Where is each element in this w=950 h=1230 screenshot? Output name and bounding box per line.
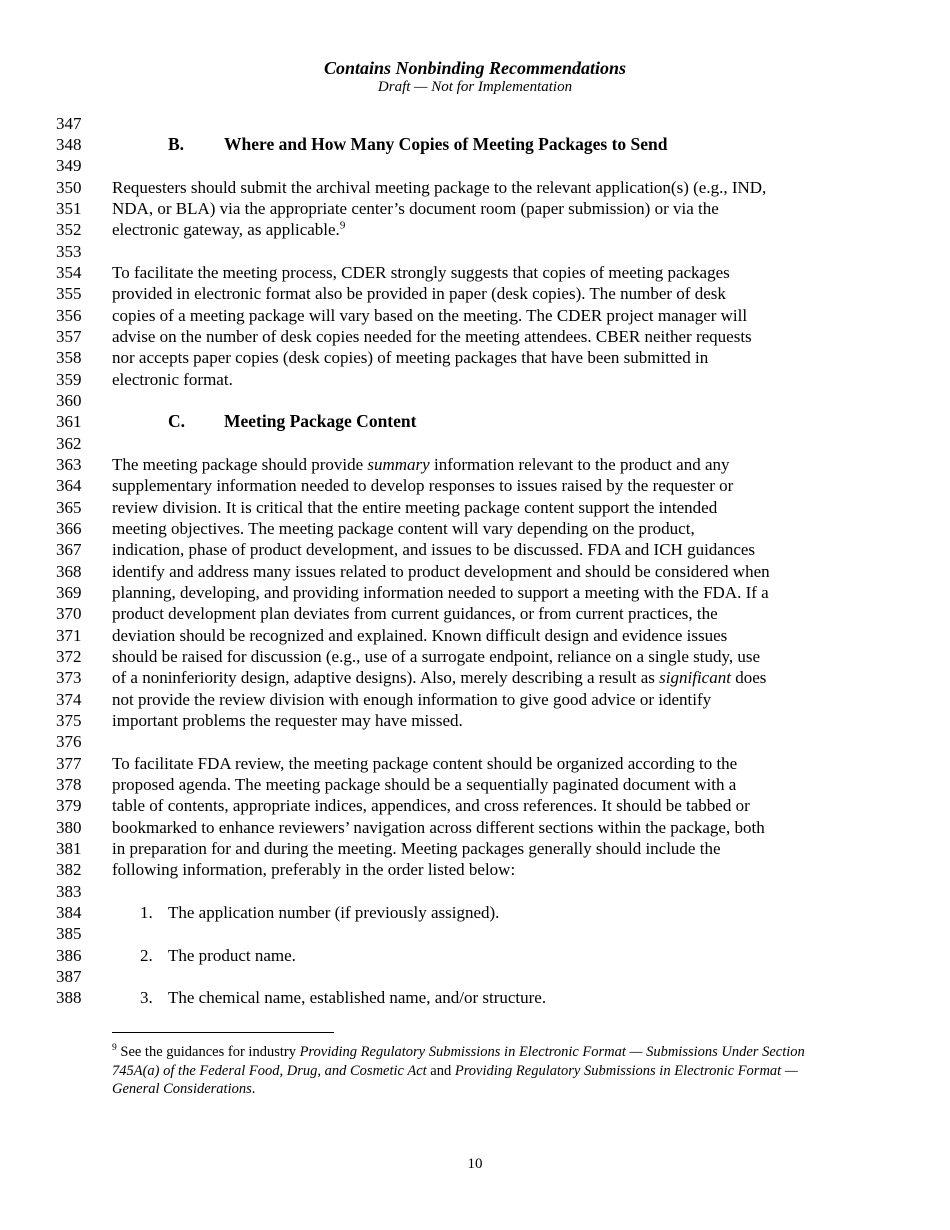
- para4-line: in preparation for and during the meeting. Meeting packages generally should include the: [112, 839, 721, 858]
- footnote-text: See the guidances for industry: [116, 1044, 300, 1060]
- list-item: The application number (if previously assigned).: [168, 903, 500, 922]
- footnote-ref[interactable]: 9: [339, 219, 346, 232]
- list-item-number: 2.: [140, 946, 153, 965]
- para3-text: information relevant to the product and any: [429, 455, 730, 474]
- line-number: 380: [56, 818, 82, 837]
- para3-emphasis: summary: [367, 455, 430, 474]
- line-number: 363: [56, 455, 82, 474]
- para1-line-text: electronic gateway, as applicable.: [112, 220, 340, 239]
- footnote: [112, 1043, 842, 1099]
- line-number: 374: [56, 690, 82, 709]
- line-number: 357: [56, 327, 82, 346]
- para1-line: NDA, or BLA) via the appropriate center’s document room (paper submission) or via the: [112, 199, 719, 218]
- line-number: 373: [56, 668, 82, 687]
- line-number: 361: [56, 412, 82, 431]
- footnote-separator: [112, 1032, 334, 1033]
- line-number: 377: [56, 754, 82, 773]
- line-number: 364: [56, 476, 82, 495]
- para3-line: product development plan deviates from current guidances, or from current practices, the: [112, 604, 718, 623]
- page-number: 10: [467, 1156, 483, 1172]
- line-number: 383: [56, 882, 82, 901]
- line-number: 347: [56, 114, 82, 133]
- para2-line: nor accepts paper copies (desk copies) of meeting packages that have been submitted in: [112, 348, 709, 367]
- list-item: The chemical name, established name, and/or structure.: [168, 988, 547, 1007]
- para4-line: proposed agenda. The meeting package should be a sequentially paginated document with a: [112, 775, 737, 794]
- footnote-guidance-title: Providing Regulatory Submissions in Electronic Format — Submissions Under Section 745A(a) of the Federal Food, Drug, and Cosmetic Act: [112, 1044, 805, 1079]
- para3-line: identify and address many issues related to product development and should be considered when: [112, 562, 770, 581]
- line-number: 385: [56, 924, 82, 943]
- line-number: 350: [56, 178, 82, 197]
- line-number: 367: [56, 540, 82, 559]
- para3-line: should be raised for discussion (e.g., use of a surrogate endpoint, reliance on a single study, use: [112, 647, 761, 666]
- section-b-letter: B.: [168, 134, 185, 154]
- line-number: 352: [56, 220, 82, 239]
- section-c-title: Meeting Package Content: [224, 411, 417, 431]
- para3-line: not provide the review division with enough information to give good advice or identify: [112, 690, 712, 709]
- para3-line: important problems the requester may have missed.: [112, 711, 463, 730]
- line-number: 381: [56, 839, 82, 858]
- line-number: 375: [56, 711, 82, 730]
- para3-emphasis: significant: [659, 668, 731, 687]
- line-number: 386: [56, 946, 82, 965]
- para2-line: provided in electronic format also be provided in paper (desk copies). The number of desk: [112, 284, 726, 303]
- line-number: 365: [56, 498, 82, 517]
- para4-line: following information, preferably in the order listed below:: [112, 860, 516, 879]
- line-number: 358: [56, 348, 82, 367]
- line-number: 382: [56, 860, 82, 879]
- footnote-guidance-title: Providing Regulatory Submissions in Electronic Format — General Considerations: [112, 1062, 798, 1097]
- list-item-number: 1.: [140, 903, 153, 922]
- header-title: Contains Nonbinding Recommendations: [323, 58, 627, 78]
- para4-line: bookmarked to enhance reviewers’ navigation across different sections within the package, both: [112, 818, 765, 837]
- para3-text: of a noninferiority design, adaptive designs). Also, merely describing a result as: [112, 668, 660, 687]
- line-number: 370: [56, 604, 82, 623]
- list-item-number: 3.: [140, 988, 153, 1007]
- line-number: 388: [56, 988, 82, 1007]
- line-number: 369: [56, 583, 82, 602]
- footnote-text: and: [426, 1062, 455, 1079]
- line-number: 379: [56, 796, 82, 815]
- header-subtitle: Draft — Not for Implementation: [377, 79, 573, 95]
- page-header: [0, 57, 950, 96]
- para3-text: The meeting package should provide: [112, 455, 368, 474]
- line-number: 384: [56, 903, 82, 922]
- line-number: 368: [56, 562, 82, 581]
- footnote-number: 9: [112, 1043, 117, 1054]
- list-item: The product name.: [168, 946, 296, 965]
- para3-line: supplementary information needed to develop responses to issues raised by the requester or: [112, 476, 734, 495]
- para3-line: review division. It is critical that the entire meeting package content support the intended: [112, 498, 718, 517]
- para3-line: deviation should be recognized and explained. Known difficult design and evidence issues: [112, 626, 728, 645]
- line-number: 353: [56, 242, 82, 261]
- para3-line: meeting objectives. The meeting package content will vary depending on the product,: [112, 519, 695, 538]
- para2-line: electronic format.: [112, 370, 233, 389]
- para2-line: advise on the number of desk copies needed for the meeting attendees. CBER neither requests: [112, 327, 752, 346]
- para3-line: [112, 667, 766, 688]
- para3-text: does: [730, 668, 767, 687]
- para3-line: indication, phase of product development, and issues to be discussed. FDA and ICH guidances: [112, 540, 756, 559]
- line-number: 387: [56, 967, 82, 986]
- line-number: 355: [56, 284, 82, 303]
- line-number: 356: [56, 306, 82, 325]
- footnote-text: .: [251, 1081, 256, 1097]
- para1-line: [112, 219, 345, 240]
- line-number: 362: [56, 434, 82, 453]
- para4-line: To facilitate FDA review, the meeting package content should be organized according to the: [112, 754, 738, 773]
- section-b-title: Where and How Many Copies of Meeting Packages to Send: [224, 134, 668, 154]
- para3-line: [112, 454, 730, 475]
- line-number: 349: [56, 156, 82, 175]
- para3-line: planning, developing, and providing information needed to support a meeting with the FDA. If a: [112, 583, 769, 602]
- line-number: 366: [56, 519, 82, 538]
- line-number: 360: [56, 391, 82, 410]
- line-number: 376: [56, 732, 82, 751]
- line-number: 359: [56, 370, 82, 389]
- line-number: 378: [56, 775, 82, 794]
- section-c-letter: C.: [168, 411, 186, 431]
- line-number: 371: [56, 626, 82, 645]
- line-number: 354: [56, 263, 82, 282]
- line-number: 372: [56, 647, 82, 666]
- line-number: 351: [56, 199, 82, 218]
- para4-line: table of contents, appropriate indices, appendices, and cross references. It should be tabbed or: [112, 796, 750, 815]
- para2-line: To facilitate the meeting process, CDER strongly suggests that copies of meeting packages: [112, 263, 730, 282]
- para2-line: copies of a meeting package will vary based on the meeting. The CDER project manager will: [112, 306, 748, 325]
- para1-line: Requesters should submit the archival meeting package to the relevant application(s) (e.g., IND,: [112, 178, 767, 197]
- line-number: 348: [56, 135, 82, 154]
